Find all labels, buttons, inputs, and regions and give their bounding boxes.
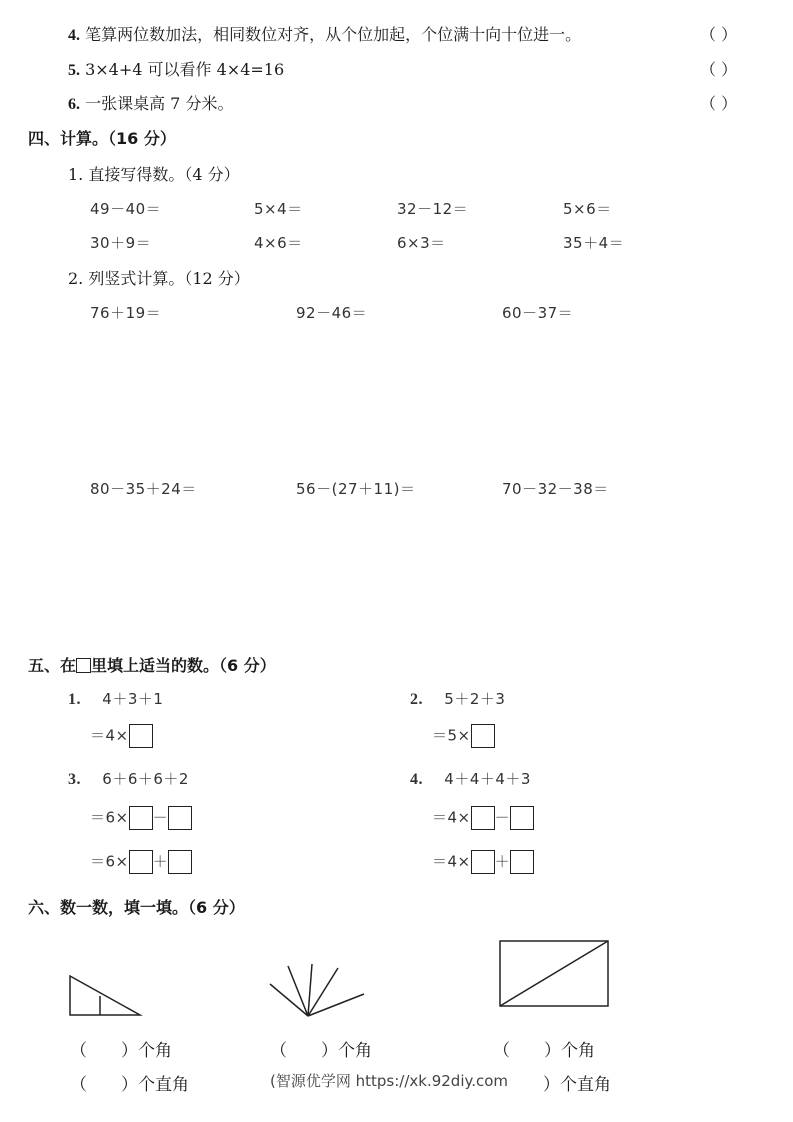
fill-operator: － bbox=[494, 808, 511, 827]
fill-expression: 6＋6＋6＋2 bbox=[102, 770, 189, 788]
judge-item-6 bbox=[68, 91, 233, 114]
fill-line bbox=[90, 724, 153, 748]
rectangle-figure bbox=[497, 938, 613, 1010]
fill-prefix: ＝4× bbox=[90, 726, 129, 745]
answer-box[interactable] bbox=[129, 724, 153, 748]
oral-calc-item: 30＋9＝ bbox=[90, 234, 152, 252]
answer-paren[interactable]: （ ） bbox=[700, 25, 738, 44]
answer-paren[interactable]: （ ） bbox=[700, 94, 738, 113]
section-5-title-suffix: 里填上适当的数。（6 分） bbox=[91, 656, 276, 675]
right-angle-count-label[interactable]: （ ）个直角 bbox=[70, 1075, 189, 1095]
fill-line bbox=[432, 806, 534, 830]
question-number: 3. bbox=[68, 771, 81, 788]
judge-item-5 bbox=[68, 57, 284, 80]
question-number: 5. bbox=[68, 62, 80, 79]
answer-box[interactable] bbox=[168, 806, 192, 830]
answer-box[interactable] bbox=[471, 724, 495, 748]
part-2-title: 2. 列竖式计算。（12 分） bbox=[68, 269, 250, 288]
fill-line bbox=[90, 806, 192, 830]
question-text: 一张课桌高 7 分米。 bbox=[85, 94, 234, 113]
vertical-calc-item: 80－35＋24＝ bbox=[90, 480, 197, 498]
fill-operator: ＋ bbox=[152, 852, 169, 871]
answer-box[interactable] bbox=[510, 850, 534, 874]
fill-expression: 4＋4＋4＋3 bbox=[444, 770, 531, 788]
part-1-title: 1. 直接写得数。（4 分） bbox=[68, 165, 240, 184]
vertical-calc-item: 92－46＝ bbox=[296, 304, 368, 322]
question-number: 6. bbox=[68, 96, 80, 113]
fill-item-4 bbox=[410, 768, 531, 789]
question-number: 4. bbox=[68, 27, 80, 44]
rays-figure bbox=[264, 960, 374, 1025]
fill-item-1 bbox=[68, 688, 163, 709]
fill-line bbox=[432, 850, 534, 874]
question-text: 笔算两位数加法，相同数位对齐，从个位加起，个位满十向十位进一。 bbox=[85, 25, 582, 44]
fill-item-2 bbox=[410, 688, 505, 709]
fill-item-3 bbox=[68, 768, 189, 789]
answer-box[interactable] bbox=[129, 850, 153, 874]
vertical-calc-item: 56－(27＋11)＝ bbox=[296, 480, 416, 498]
fill-operator: ＋ bbox=[494, 852, 511, 871]
fill-prefix: ＝4× bbox=[432, 808, 471, 827]
oral-calc-item: 49－40＝ bbox=[90, 200, 162, 218]
answer-paren[interactable]: （ ） bbox=[700, 60, 738, 79]
question-number: 4. bbox=[410, 771, 423, 788]
blank-box-icon bbox=[76, 658, 91, 673]
diagonal-line bbox=[500, 941, 608, 1006]
answer-box[interactable] bbox=[510, 806, 534, 830]
judge-item-4 bbox=[68, 22, 581, 45]
ray bbox=[308, 964, 312, 1016]
ray bbox=[308, 994, 364, 1016]
vertical-calc-item: 76＋19＝ bbox=[90, 304, 162, 322]
answer-box[interactable] bbox=[129, 806, 153, 830]
fill-line bbox=[90, 850, 192, 874]
section-4-title: 四、计算。（16 分） bbox=[28, 129, 176, 148]
answer-box[interactable] bbox=[168, 850, 192, 874]
question-number: 1. bbox=[68, 691, 81, 708]
oral-calc-item: 5×4＝ bbox=[254, 200, 303, 218]
vertical-calc-item: 60－37＝ bbox=[502, 304, 574, 322]
fill-prefix: ＝5× bbox=[432, 726, 471, 745]
oral-calc-item: 6×3＝ bbox=[397, 234, 446, 252]
section-5-title bbox=[28, 653, 276, 676]
answer-box[interactable] bbox=[471, 806, 495, 830]
fill-line bbox=[432, 724, 495, 748]
section-6-title: 六、数一数，填一填。（6 分） bbox=[28, 898, 245, 917]
oral-calc-item: 4×6＝ bbox=[254, 234, 303, 252]
fill-expression: 4＋3＋1 bbox=[102, 690, 164, 708]
question-number: 2. bbox=[410, 691, 423, 708]
watermark-text: (智源优学网 https://xk.92diy.com bbox=[270, 1072, 509, 1090]
angle-count-label[interactable]: （ ）个角 bbox=[270, 1041, 372, 1061]
oral-calc-item: 32－12＝ bbox=[397, 200, 469, 218]
oral-calc-item: 35＋4＝ bbox=[563, 234, 625, 252]
ray bbox=[308, 968, 338, 1016]
triangle-figure bbox=[66, 970, 146, 1020]
fill-prefix: ＝6× bbox=[90, 852, 129, 871]
angle-count-label[interactable]: （ ）个角 bbox=[70, 1041, 172, 1061]
question-text: 3×4+4 可以看作 4×4=16 bbox=[85, 60, 285, 79]
answer-box[interactable] bbox=[471, 850, 495, 874]
vertical-calc-item: 70－32－38＝ bbox=[502, 480, 609, 498]
right-angle-count-label[interactable]: ）个直角 bbox=[543, 1075, 611, 1095]
angle-count-label[interactable]: （ ）个角 bbox=[493, 1041, 595, 1061]
fill-prefix: ＝6× bbox=[90, 808, 129, 827]
fill-prefix: ＝4× bbox=[432, 852, 471, 871]
fill-operator: － bbox=[152, 808, 169, 827]
oral-calc-item: 5×6＝ bbox=[563, 200, 612, 218]
triangle-outline bbox=[70, 976, 140, 1015]
section-5-title-prefix: 五、在 bbox=[28, 656, 77, 675]
fill-expression: 5＋2＋3 bbox=[444, 690, 506, 708]
